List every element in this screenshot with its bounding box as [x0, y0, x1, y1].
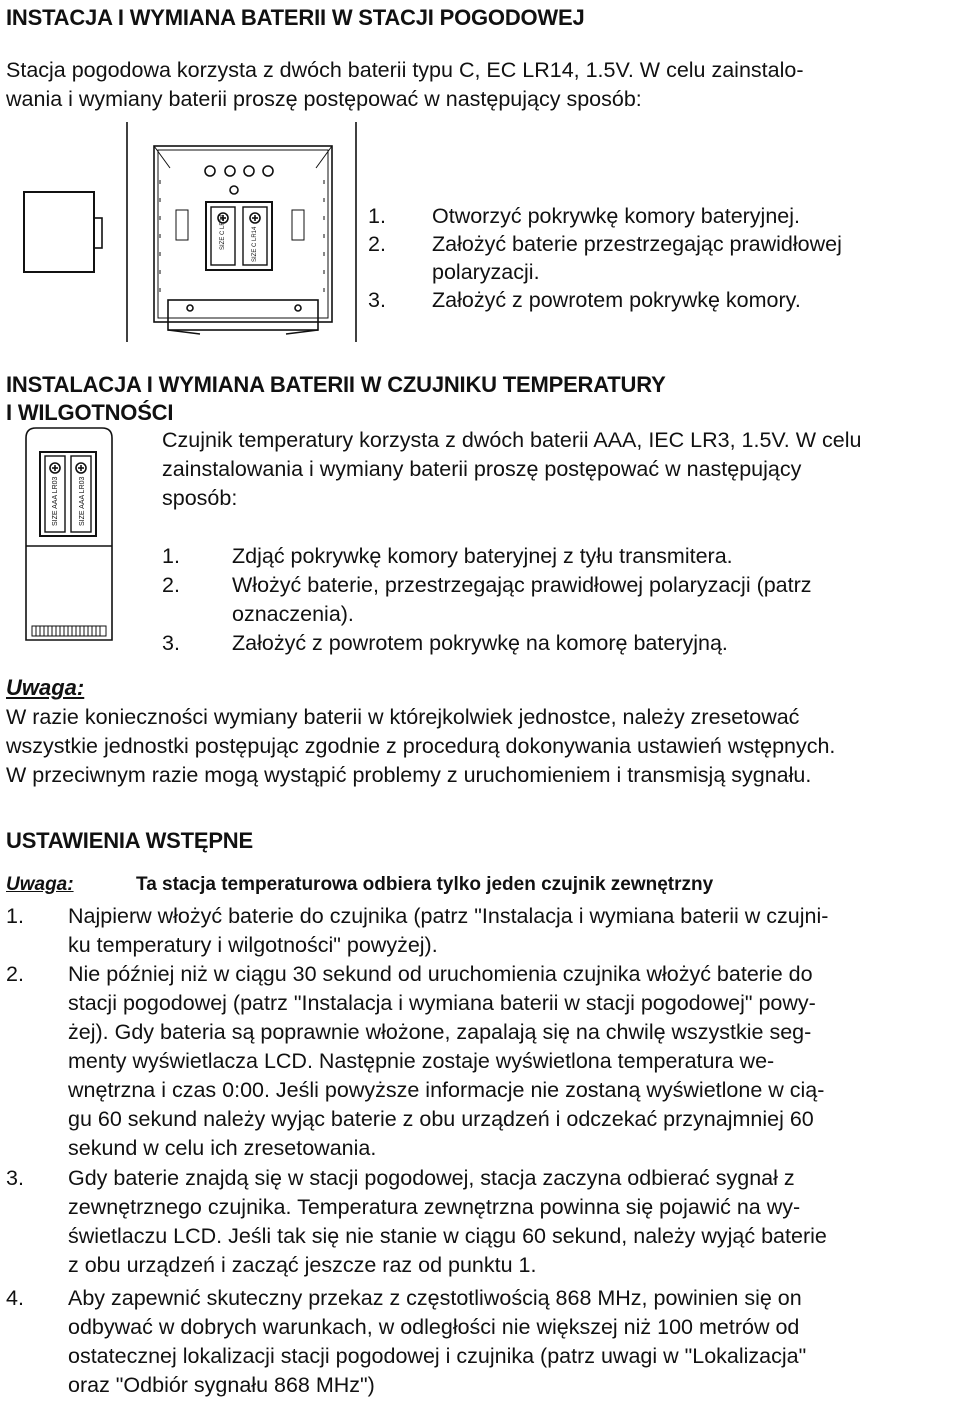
settings-item-4-line: oraz "Odbiór sygnału 868 MHz")	[68, 1373, 375, 1397]
station-step-3-num: 3.	[368, 288, 386, 312]
sensor-step-2-text: Włożyć baterie, przestrzegając prawidłowej polaryzacji (patrz	[232, 573, 812, 597]
sensor-step-2-text-cont: oznaczenia).	[232, 602, 354, 626]
sensor-battery-label-2: SIZE AAA LR03	[79, 476, 86, 526]
sensor-step-1-text: Zdjąć pokrywkę komory bateryjnej z tyłu transmitera.	[232, 544, 733, 568]
note-line-2: wszystkie jednostki postępując zgodnie z procedurą dokonywania ustawień wstępnych.	[6, 734, 836, 758]
settings-item-2-line: gu 60 sekund należy wyjąc baterie z obu urządzeń i odczekać przynajmniej 60	[68, 1107, 814, 1131]
settings-note-text: Ta stacja temperaturowa odbiera tylko jeden czujnik zewnętrzny	[136, 874, 714, 895]
settings-item-2-line: żej). Gdy bateria są poprawnie włożone, zapalają się na chwilę wszystkie seg-	[68, 1020, 812, 1044]
station-step-2-text-cont: polaryzacji.	[432, 260, 540, 284]
sensor-step-2-num: 2.	[162, 573, 180, 597]
station-step-3-text: Założyć z powrotem pokrywkę komory.	[432, 288, 801, 312]
station-step-2-num: 2.	[368, 232, 386, 256]
settings-item-2-line: Nie później niż w ciągu 30 sekund od uruchomienia czujnika włożyć baterie do	[68, 962, 813, 986]
settings-item-2-line: wnętrzna i czas 0:00. Jeśli powyższe informacje nie zostaną wyświetlone w cią-	[68, 1078, 825, 1102]
sensor-intro-line-1: Czujnik temperatury korzysta z dwóch baterii AAA, IEC LR3, 1.5V. W celu	[162, 428, 862, 452]
station-battery-label-1: SIZE C LR14	[220, 214, 226, 250]
settings-item-3-line: zewnętrznego czujnika. Temperatura zewnętrzna powinna się pojawić na wy-	[68, 1195, 801, 1219]
station-step-1-num: 1.	[368, 204, 386, 228]
station-intro-line-2: wania i wymiany baterii proszę postępować w następujący sposób:	[6, 87, 642, 111]
settings-item-3-num: 3.	[6, 1166, 24, 1190]
note-label: Uwaga:	[6, 675, 85, 700]
sensor-step-3-num: 3.	[162, 631, 180, 655]
section-heading-sensor-cont: I WILGOTNOŚCI	[6, 400, 174, 425]
settings-item-4-line: Aby zapewnić skuteczny przekaz z częstotliwością 868 MHz, powinien się on	[68, 1286, 802, 1310]
section-heading-sensor: INSTALACJA I WYMIANA BATERII W CZUJNIKU TEMPERATURY	[6, 372, 666, 397]
settings-item-2-num: 2.	[6, 962, 24, 986]
settings-item-4-num: 4.	[6, 1286, 24, 1310]
settings-item-1-line: Najpierw włożyć baterie do czujnika (patrz "Instalacja i wymiana baterii w czujni-	[68, 904, 829, 928]
section-heading-station: INSTACJA I WYMIANA BATERII W STACJI POGODOWEJ	[6, 5, 585, 30]
sensor-intro-line-3: sposób:	[162, 486, 238, 510]
station-step-2-text: Założyć baterie przestrzegając prawidłowej	[432, 232, 842, 256]
settings-item-1-line: ku temperatury i wilgotności" powyżej).	[68, 933, 438, 957]
station-intro-line-1: Stacja pogodowa korzysta z dwóch baterii typu C, EC LR14, 1.5V. W celu zainstalo-	[6, 58, 804, 82]
note-line-3: W przeciwnym razie mogą wystąpić problemy z uruchomieniem i transmisją sygnału.	[6, 763, 812, 787]
sensor-intro-line-2: zainstalowania i wymiany baterii proszę postępować w następujący	[162, 457, 802, 481]
settings-note-label: Uwaga:	[6, 874, 74, 895]
sensor-battery-label-1: SIZE AAA LR03	[52, 476, 59, 526]
station-step-1-text: Otworzyć pokrywkę komory bateryjnej.	[432, 204, 800, 228]
settings-item-3-line: świetlaczu LCD. Jeśli tak się nie stanie w ciągu 60 sekund, należy wyjąć baterie	[68, 1224, 827, 1248]
settings-item-3-line: Gdy baterie znajdą się w stacji pogodowej, stacja zaczyna odbierać sygnał z	[68, 1166, 795, 1190]
settings-item-2-line: menty wyświetlacza LCD. Następnie zostaje wyświetlona temperatura we-	[68, 1049, 775, 1073]
sensor-step-3-text: Założyć z powrotem pokrywkę na komorę bateryjną.	[232, 631, 728, 655]
station-battery-label-2: SIZE C LR14	[252, 226, 258, 262]
section-heading-initial-settings: USTAWIENIA WSTĘPNE	[6, 828, 253, 853]
settings-item-2-line: stacji pogodowej (patrz "Instalacja i wymiana baterii w stacji pogodowej" powy-	[68, 991, 816, 1015]
settings-item-2-line: sekund w celu ich zresetowania.	[68, 1136, 377, 1160]
settings-item-4-line: odbywać w dobrych warunkach, w odległości nie większej niż 100 metrów od	[68, 1315, 800, 1339]
note-line-1: W razie konieczności wymiany baterii w którejkolwiek jednostce, należy zresetować	[6, 705, 800, 729]
settings-item-4-line: ostatecznej lokalizacji stacji pogodowej i czujnika (patrz uwagi w "Lokalizacja"	[68, 1344, 807, 1368]
sensor-step-1-num: 1.	[162, 544, 180, 568]
settings-item-1-num: 1.	[6, 904, 24, 928]
settings-item-3-line: z obu urządzeń i zacząć jeszcze raz od punktu 1.	[68, 1253, 537, 1277]
